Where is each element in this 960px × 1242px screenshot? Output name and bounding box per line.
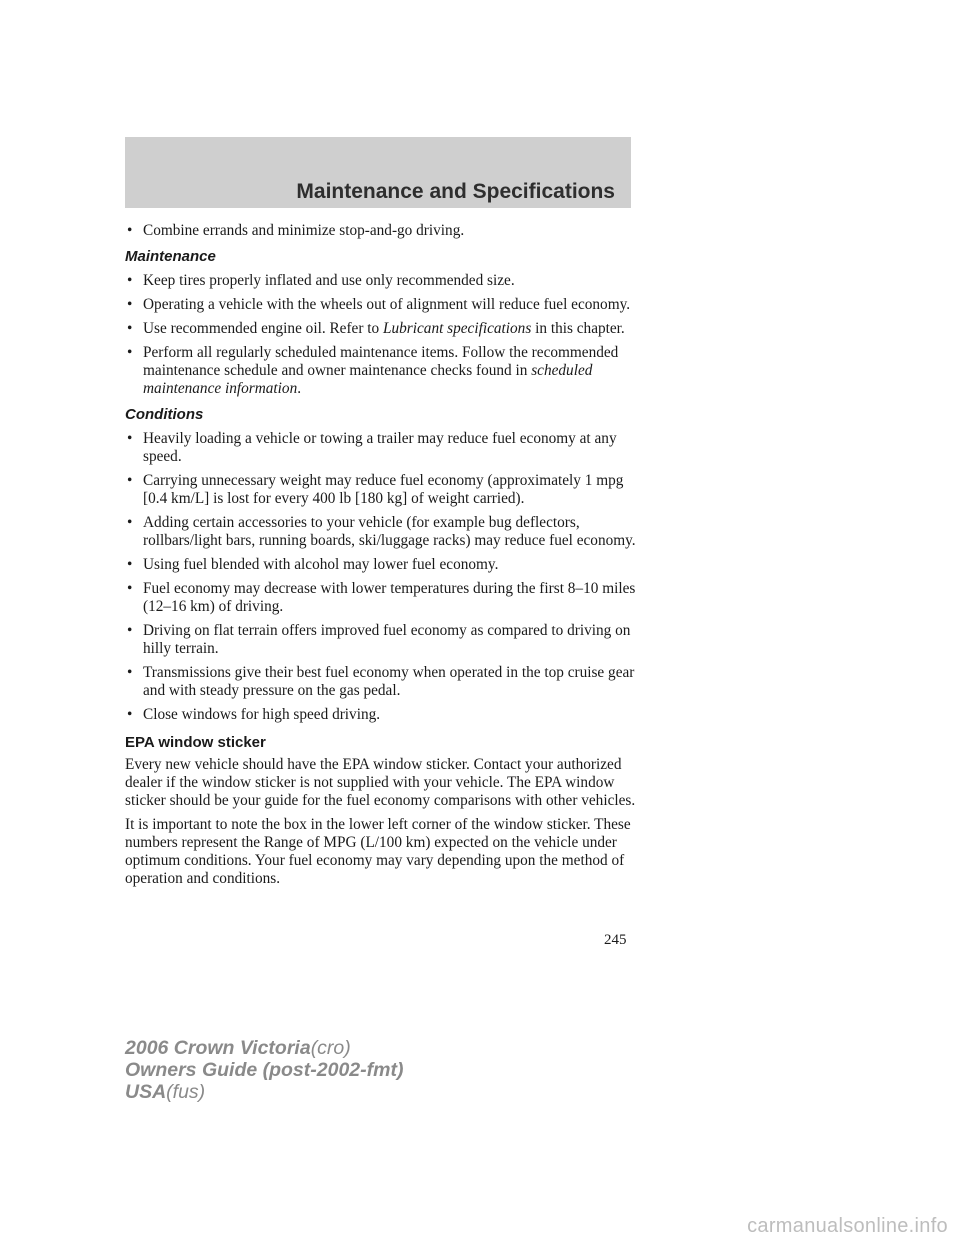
footer-model: 2006 Crown Victoria xyxy=(125,1037,311,1059)
bullet-item xyxy=(125,556,637,574)
document-footer xyxy=(125,1037,403,1103)
bullet-text: Transmissions give their best fuel economy when operated in the top cruise gear and with steady pressure on the gas pedal. xyxy=(143,664,635,699)
section-title: Maintenance and Specifications xyxy=(296,180,615,203)
bullet-item xyxy=(125,622,637,658)
maintenance-list xyxy=(125,272,637,398)
bullet-marker: • xyxy=(127,472,133,489)
bullet-text: Close windows for high speed driving. xyxy=(143,706,381,723)
bullet-text: Driving on flat terrain offers improved fuel economy as compared to driving on hilly terrain. xyxy=(143,622,631,657)
conditions-list xyxy=(125,430,637,724)
bullet-text: Heavily loading a vehicle or towing a trailer may reduce fuel economy at any speed. xyxy=(143,430,617,465)
maintenance-heading: Maintenance xyxy=(125,248,216,265)
intro-list xyxy=(125,222,637,240)
bullet-text-part: Perform all regularly scheduled maintenance items. Follow the recommended maintenance schedule and owner maintenance checks found in xyxy=(143,344,619,379)
page-number: 245 xyxy=(604,932,627,948)
bullet-marker: • xyxy=(127,664,133,681)
bullet-marker: • xyxy=(127,272,133,289)
bullet-item xyxy=(125,272,637,290)
bullet-text-part: Use recommended engine oil. Refer to xyxy=(143,320,383,337)
bullet-text: Carrying unnecessary weight may reduce fuel economy (approximately 1 mpg [0.4 km/L] is lost for every 400 lb [180 kg] of weight carried). xyxy=(143,472,624,507)
bullet-marker: • xyxy=(127,622,133,639)
bullet-item xyxy=(125,514,637,550)
bullet-item xyxy=(125,320,637,338)
bullet-text: Combine errands and minimize stop-and-go driving. xyxy=(143,222,465,239)
bullet-item xyxy=(125,472,637,508)
bullet-text: Fuel economy may decrease with lower temperatures during the first 8–10 miles (12–16 km) of driving. xyxy=(143,580,636,615)
bullet-item xyxy=(125,222,637,240)
reference-text: Lubricant specifications xyxy=(383,320,532,337)
bullet-marker: • xyxy=(127,296,133,313)
section-header-band xyxy=(125,137,631,208)
bullet-text-part: . xyxy=(297,380,302,397)
bullet-text: Keep tires properly inflated and use only recommended size. xyxy=(143,272,515,289)
epa-heading: EPA window sticker xyxy=(125,734,266,751)
page-content xyxy=(125,222,637,894)
bullet-text xyxy=(143,320,625,337)
bullet-marker: • xyxy=(127,430,133,447)
bullet-item xyxy=(125,430,637,466)
reference-text: scheduled maintenance information xyxy=(143,362,593,397)
footer-model-code: (cro) xyxy=(310,1037,351,1059)
bullet-marker: • xyxy=(127,580,133,597)
bullet-marker: • xyxy=(127,556,133,573)
bullet-marker: • xyxy=(127,514,133,531)
footer-market: USA xyxy=(125,1081,167,1103)
bullet-item xyxy=(125,296,637,314)
bullet-item xyxy=(125,706,637,724)
bullet-marker: • xyxy=(127,222,133,239)
footer-market-code: (fus) xyxy=(166,1081,206,1103)
bullet-marker: • xyxy=(127,706,133,723)
bullet-item xyxy=(125,344,637,398)
bullet-text: Using fuel blended with alcohol may lower fuel economy. xyxy=(143,556,499,573)
bullet-text-part: in this chapter. xyxy=(531,320,625,337)
footer-guide: Owners Guide (post-2002-fmt) xyxy=(125,1059,404,1081)
watermark-text: carmanualsonline.info xyxy=(747,1215,948,1237)
bullet-marker: • xyxy=(127,344,133,361)
bullet-text xyxy=(143,344,618,397)
epa-paragraph: It is important to note the box in the lower left corner of the window sticker. These numbers represent the Range of MPG (L/100 km) expected on the vehicle under optimum conditions. Your fuel economy may vary depending upon the method of operation and conditions. xyxy=(125,816,631,887)
bullet-marker: • xyxy=(127,320,133,337)
conditions-heading: Conditions xyxy=(125,406,204,423)
bullet-text: Adding certain accessories to your vehicle (for example bug deflectors, rollbars/light bars, running boards, ski/luggage racks) may reduce fuel economy. xyxy=(143,514,636,549)
bullet-item xyxy=(125,664,637,700)
epa-paragraph: Every new vehicle should have the EPA window sticker. Contact your authorized dealer if the window sticker is not supplied with your vehicle. The EPA window sticker should be your guide for the fuel economy comparisons with other vehicles. xyxy=(125,756,636,809)
bullet-item xyxy=(125,580,637,616)
bullet-text: Operating a vehicle with the wheels out of alignment will reduce fuel economy. xyxy=(143,296,631,313)
